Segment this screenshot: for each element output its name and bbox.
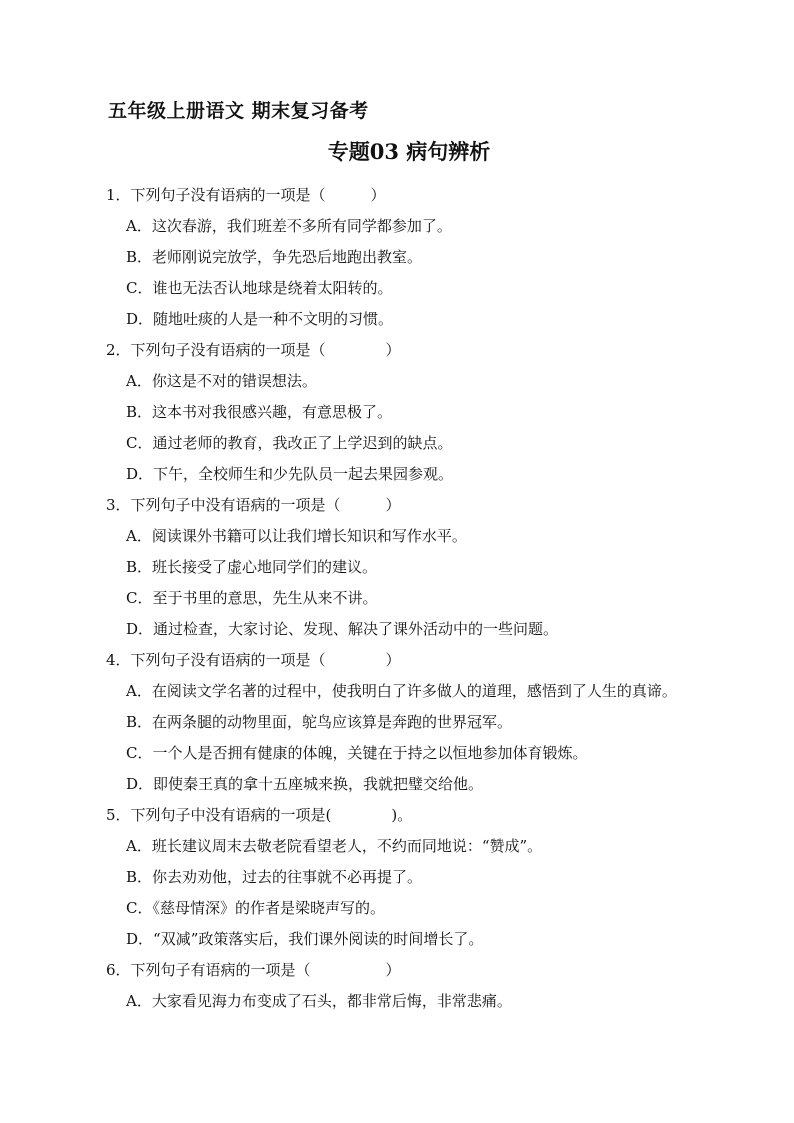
option-a: A．你这是不对的错误想法。	[126, 372, 317, 390]
page-title: 专题03 病句辨析	[327, 139, 491, 164]
option-a: A．在阅读文学名著的过程中，使我明白了许多做人的道理，感悟到了人生的真谛。	[126, 682, 677, 700]
question-stem: 6．下列句子有语病的一项是（ ）	[106, 961, 401, 979]
question-stem: 5．下列句子中没有语病的一项是( )。	[106, 806, 413, 824]
option-c: C．一个人是否拥有健康的体魄，关键在于持之以恒地参加体育锻炼。	[126, 744, 588, 762]
question-6	[106, 955, 746, 1017]
question-stem: 2．下列句子没有语病的一项是（ ）	[106, 341, 401, 359]
option-a: A．阅读课外书籍可以让我们增长知识和写作水平。	[126, 527, 467, 545]
question-stem: 4．下列句子没有语病的一项是（ ）	[106, 651, 401, 669]
option-b: B．班长接受了虚心地同学们的建议。	[126, 558, 378, 576]
question-list	[106, 180, 746, 1017]
question-1	[106, 180, 746, 335]
option-b: B．在两条腿的动物里面，鸵鸟应该算是奔跑的世界冠军。	[126, 713, 513, 731]
course-header: 五年级上册语文 期末复习备考	[108, 100, 369, 122]
option-a: A．大家看见海力布变成了石头，都非常后悔，非常悲痛。	[126, 992, 512, 1010]
option-b: B．老师刚说完放学，争先恐后地跑出教室。	[126, 248, 423, 266]
question-4	[106, 645, 746, 800]
option-d: D．下午，全校师生和少先队员一起去果园参观。	[126, 465, 454, 483]
option-c: C．谁也无法否认地球是绕着太阳转的。	[126, 279, 393, 297]
question-stem: 3．下列句子中没有语病的一项是（ ）	[106, 496, 401, 514]
option-a: A．班长建议周末去敬老院看望老人，不约而同地说：“赞成”。	[126, 837, 543, 855]
option-c: C．通过老师的教育，我改正了上学迟到的缺点。	[126, 434, 453, 452]
option-a: A．这次春游，我们班差不多所有同学都参加了。	[126, 217, 452, 235]
option-c: C．《慈母情深》的作者是梁晓声写的。	[126, 899, 385, 917]
question-2	[106, 335, 746, 490]
option-b: B．这本书对我很感兴趣，有意思极了。	[126, 403, 393, 421]
option-d: D．随地吐痰的人是一种不文明的习惯。	[126, 310, 394, 328]
option-b: B．你去劝劝他，过去的往事就不必再提了。	[126, 868, 423, 886]
option-c: C．至于书里的意思，先生从来不讲。	[126, 589, 378, 607]
question-3	[106, 490, 746, 645]
question-5	[106, 800, 746, 955]
option-d: D．“双减”政策落实后，我们课外阅读的时间增长了。	[126, 930, 484, 948]
option-d: D．即使秦王真的拿十五座城来换，我就把璧交给他。	[126, 775, 484, 793]
option-d: D．通过检查，大家讨论、发现、解决了课外活动中的一些问题。	[126, 620, 559, 638]
question-stem: 1．下列句子没有语病的一项是（ ）	[106, 186, 386, 204]
